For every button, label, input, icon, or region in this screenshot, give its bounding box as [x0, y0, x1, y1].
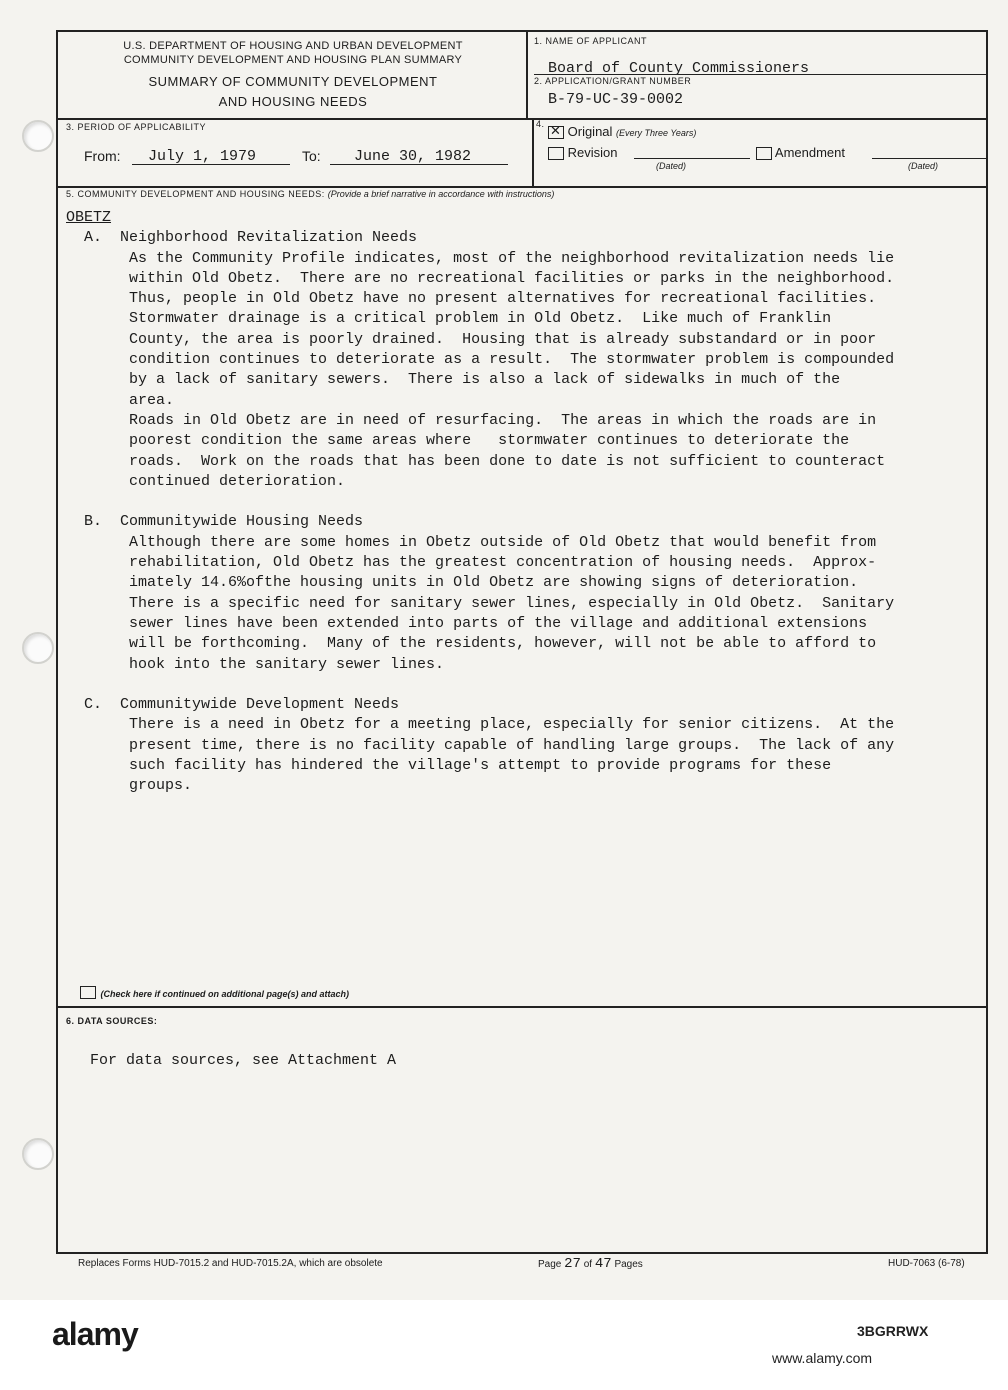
- page-suffix: Pages: [614, 1259, 643, 1270]
- header-divider: [526, 32, 528, 118]
- narrative-line: There is a specific need for sanitary sewer lines, especially in Old Obetz. Sanitary: [66, 594, 895, 612]
- watermark-url: www.alamy.com: [772, 1350, 873, 1366]
- narrative-line: hook into the sanitary sewer lines.: [66, 655, 445, 673]
- amendment-label: Amendment: [774, 145, 845, 160]
- to-date: June 30, 1982: [354, 148, 472, 165]
- section5-instruction: (Provide a brief narrative in accordance with instructions): [327, 189, 555, 199]
- narrative-line: poorest condition the same areas where stormwater continues to deteriorate the: [66, 432, 850, 450]
- narrative-line: Thus, people in Old Obetz have no present alternatives for recreational facilities.: [66, 290, 877, 308]
- original-option[interactable]: [548, 124, 696, 139]
- narrative-line: Although there are some homes in Obetz outside of Old Obetz that would benefit from: [66, 533, 877, 551]
- narrative-line: rehabilitation, Old Obetz has the greatest concentration of housing needs. Approx-: [66, 554, 877, 572]
- original-note: (Every Three Years): [616, 128, 697, 138]
- hud-form: [56, 30, 988, 1254]
- image-id: 3BGRRWX: [857, 1323, 929, 1339]
- narrative-line: condition continues to deteriorate as a result. The stormwater problem is compounded: [66, 351, 895, 369]
- grant-number-label: 2. APPLICATION/GRANT NUMBER: [534, 76, 692, 86]
- from-date: July 1, 1979: [148, 148, 257, 165]
- section5-title: 5. COMMUNITY DEVELOPMENT AND HOUSING NEEDS:: [66, 189, 325, 199]
- narrative-line: within Old Obetz. There are no recreational facilities or parks in the neighborhood.: [66, 269, 895, 287]
- punch-hole: [22, 632, 54, 664]
- narrative-line: such facility has hindered the village's attempt to provide programs for these: [66, 757, 832, 775]
- narrative-line: Stormwater drainage is a critical problem in Old Obetz. Like much of Franklin: [66, 310, 832, 328]
- narrative-line: As the Community Profile indicates, most of the neighborhood revitalization needs lie: [66, 249, 895, 267]
- grant-number-value: B-79-UC-39-0002: [548, 91, 684, 108]
- needs-narrative: [66, 208, 894, 797]
- punch-hole: [22, 120, 54, 152]
- narrative-line: County, the area is poorly drained. Housing that is already substandard or in poor: [66, 330, 877, 348]
- replaces-note: Replaces Forms HUD-7015.2 and HUD-7015.2A, which are obsolete: [78, 1258, 383, 1269]
- data-sources-text: For data sources, see Attachment A: [90, 1052, 397, 1069]
- narrative-line: area.: [66, 391, 175, 409]
- agency-line-1: U.S. DEPARTMENT OF HOUSING AND URBAN DEVELOPMENT: [123, 40, 463, 52]
- narrative-line: OBETZ: [66, 209, 112, 226]
- narrative-line: [66, 675, 894, 695]
- page-count: [538, 1256, 643, 1272]
- revision-option[interactable]: [548, 145, 617, 160]
- amendment-option[interactable]: [756, 145, 845, 160]
- continued-note: (Check here if continued on additional page(s) and attach): [100, 989, 349, 999]
- narrative-line: by a lack of sanitary sewers. There is also a lack of sidewalks in much of the: [66, 371, 841, 389]
- narrative-line: [66, 492, 894, 512]
- period-label: 3. PERIOD OF APPLICABILITY: [66, 122, 207, 132]
- page-prefix: Page: [538, 1259, 562, 1270]
- stock-banner: [0, 1300, 1008, 1390]
- narrative-line: roads. Work on the roads that has been done to date is not sufficient to counteract: [66, 452, 886, 470]
- form-title-line-2: AND HOUSING NEEDS: [218, 94, 368, 109]
- punch-hole: [22, 1138, 54, 1170]
- amendment-checkbox[interactable]: [756, 147, 772, 160]
- rule: [58, 186, 986, 188]
- rule: [58, 118, 986, 120]
- revision-date-line: [634, 158, 750, 159]
- narrative-line: B. Communitywide Housing Needs: [66, 513, 364, 531]
- narrative-line: will be forthcoming. Many of the residents, however, will not be able to afford to: [66, 635, 877, 653]
- narrative-line: groups.: [66, 777, 193, 795]
- from-underline: [132, 164, 290, 165]
- page-of: of: [583, 1259, 593, 1270]
- status-number: 4.: [536, 119, 545, 129]
- continued-checkbox[interactable]: [80, 986, 96, 999]
- applicant-value: Board of County Commissioners: [548, 60, 810, 77]
- section6-label: 6. DATA SOURCES:: [66, 1016, 158, 1026]
- to-label: To:: [302, 148, 321, 164]
- page-number: 27: [564, 1256, 581, 1272]
- narrative-line: present time, there is no facility capable of handling large groups. The lack of any: [66, 736, 895, 754]
- applicant-underline: [534, 74, 986, 75]
- original-checkbox[interactable]: ✕: [548, 126, 564, 139]
- form-number: HUD-7063 (6-78): [888, 1258, 965, 1269]
- amendment-dated-label: (Dated): [908, 161, 939, 171]
- period-divider: [532, 118, 534, 186]
- narrative-line: continued deterioration.: [66, 472, 346, 490]
- revision-dated-label: (Dated): [656, 161, 687, 171]
- revision-label: Revision: [567, 145, 618, 160]
- narrative-line: C. Communitywide Development Needs: [66, 696, 400, 714]
- rule: [58, 1006, 986, 1008]
- narrative-line: A. Neighborhood Revitalization Needs: [66, 229, 418, 247]
- amendment-date-line: [872, 158, 986, 159]
- alamy-logo: alamy: [52, 1316, 138, 1352]
- form-title-line-1: SUMMARY OF COMMUNITY DEVELOPMENT: [148, 74, 438, 89]
- narrative-line: imately 14.6%ofthe housing units in Old Obetz are showing signs of deterioration.: [66, 574, 859, 592]
- from-label: From:: [84, 148, 121, 164]
- narrative-line: There is a need in Obetz for a meeting place, especially for senior citizens. At the: [66, 716, 895, 734]
- page-total: 47: [594, 1256, 612, 1272]
- original-label: Original: [567, 124, 613, 139]
- to-underline: [330, 164, 508, 165]
- applicant-label: 1. NAME OF APPLICANT: [534, 36, 648, 46]
- section5-label: [66, 189, 554, 199]
- revision-checkbox[interactable]: [548, 147, 564, 160]
- narrative-line: Roads in Old Obetz are in need of resurfacing. The areas in which the roads are in: [66, 411, 877, 429]
- agency-line-2: COMMUNITY DEVELOPMENT AND HOUSING PLAN SUMMARY: [123, 54, 463, 66]
- continued-option[interactable]: [80, 984, 349, 1002]
- narrative-line: sewer lines have been extended into parts of the village and additional extensions: [66, 614, 868, 632]
